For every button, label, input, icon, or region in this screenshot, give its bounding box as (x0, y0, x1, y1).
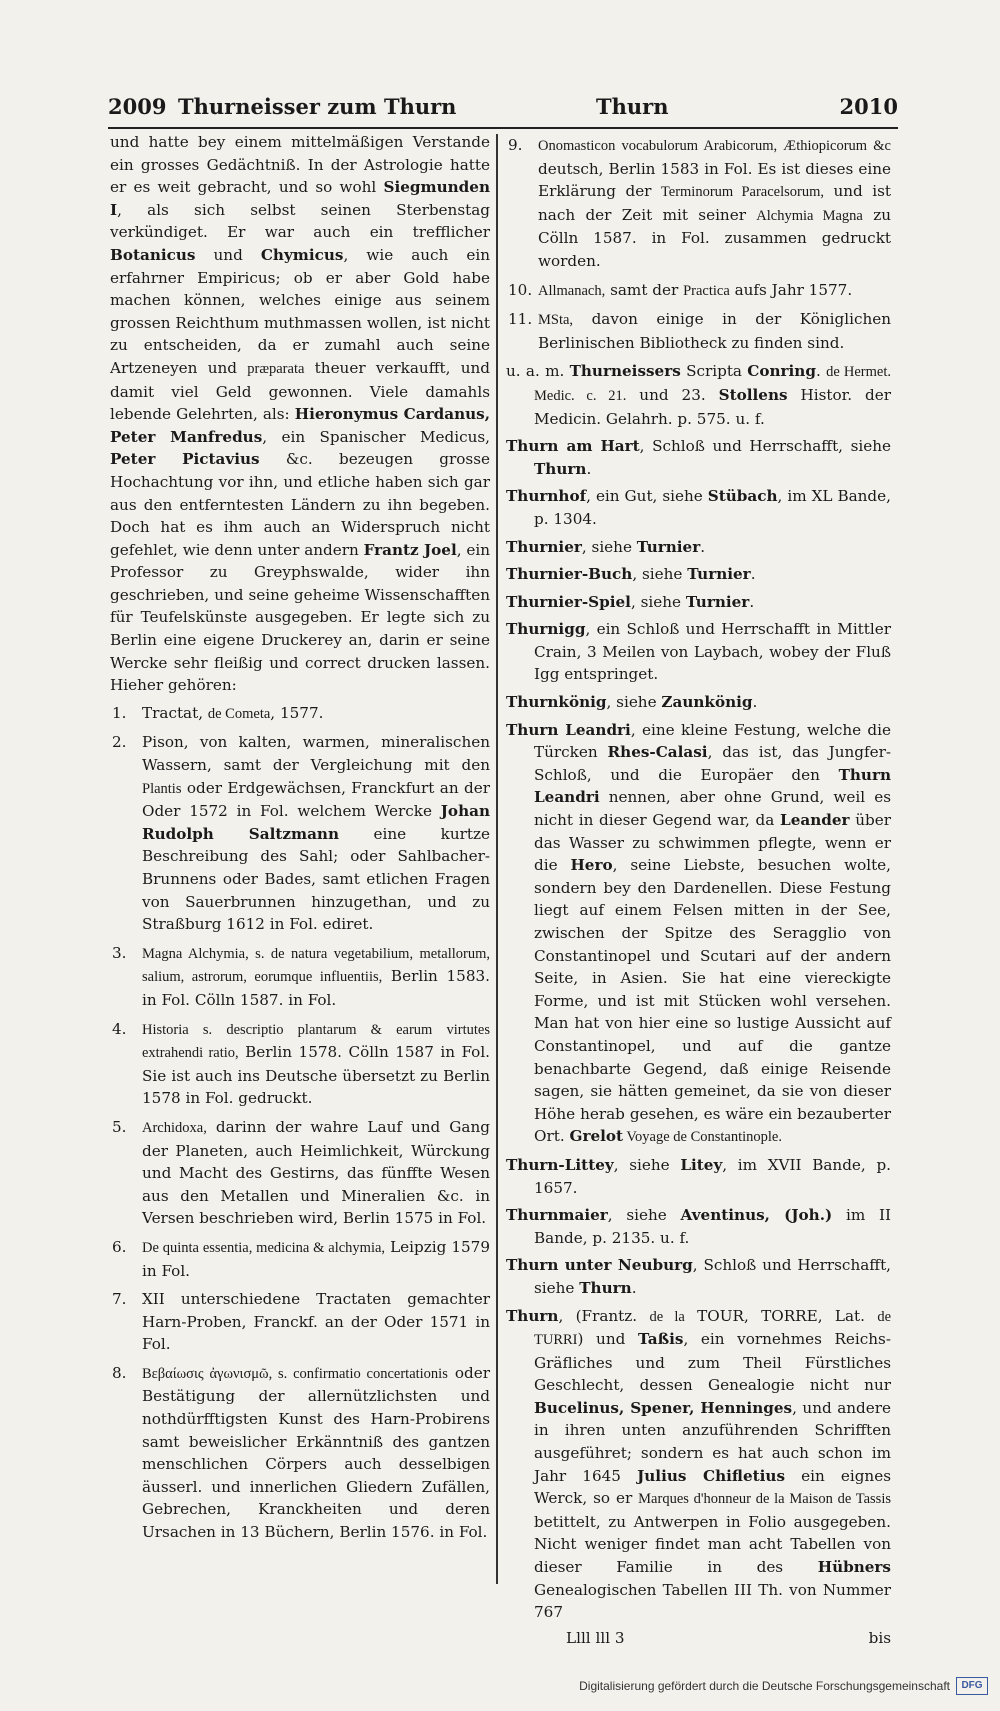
text-run: und 23. (626, 385, 719, 404)
lexicon-entry (506, 1305, 891, 1624)
text-run: ) und (577, 1330, 638, 1349)
latin-text: Practica (683, 282, 730, 299)
item-text (538, 279, 891, 303)
text-run: , seine Liebste, besuchen wolte, sondern bey den Dardenellen. Diese Festung liegt auf einem Felsen mitten in der See, zwischen der Spitze des Seragglio von Constantinopel und Scutari auf der andern Seite, in Asien. Sie hat eine viereckigte Forme, und ist mit Stücken wohl versehen. Man hat von hier eine so lustige Aussicht auf Constantinopel, und auf die gantze benachbarte Gegend, daß einige Reisende sagen, sie hätten gemeinet, da sie von dieser Höhe herab gesehen, es wäre ein bezauberter Ort. (534, 856, 891, 1146)
text-run: ein eignes Werck, so er (534, 1466, 891, 1508)
bold-term: Thurn unter Neuburg (506, 1256, 693, 1275)
text-run: , eine kleine Festung, welche die Türcken (534, 720, 891, 762)
bold-term: Conring (747, 362, 816, 381)
text-run: XII unterschiedene Tractaten gemachter Harn-Proben, Franckf. an der Oder 1571 in Fol. (142, 1290, 490, 1354)
item-text (538, 308, 891, 354)
text-run: darinn der wahre Lauf und Gang der Planeten, auch Heimlichkeit, Würckung und Macht des Gestirns, das fünffte Wesen aus den Metallen und Mineralien &c. in Versen beschrieben wird, Berlin 1575 in Fol. (142, 1117, 490, 1228)
text-run: Tractat, (142, 703, 208, 722)
bold-term: Thurnigg (506, 620, 586, 639)
text-run: im II Bande, p. 2135. u. f. (534, 1206, 891, 1247)
item-number: 4. (112, 1019, 127, 1038)
bold-term: Stübach (707, 487, 778, 506)
text-run: , Schloß und Herrschafft, siehe (534, 1256, 891, 1297)
item-number: 6. (112, 1237, 127, 1256)
text-run: , (Frantz. (558, 1306, 650, 1325)
text-run: und hatte bey einem mittelmäßigen Verstande ein grosses Gedächtniß. In der Astrologie hatte er es weit gebracht, und so wohl (110, 133, 490, 197)
bold-term: Thurnier-Spiel (506, 592, 631, 611)
bold-term: Botanicus (110, 245, 196, 264)
text-run: Leipzig 1579 in Fol. (142, 1237, 490, 1280)
text-run: theuer verkaufft, und damit viel Geld gewonnen. Viele damahls lebende Gelehrten, als: (110, 358, 490, 424)
bold-term: Stollens (718, 385, 788, 404)
text-run: Berlin 1578. Cölln 1587 in Fol. Sie ist auch ins Deutsche übersetzt zu Berlin 1578 in Fol. gedruckt. (142, 1043, 491, 1108)
text-run: , ein Gut, siehe (586, 487, 708, 506)
text-run: , siehe (613, 1155, 681, 1174)
item-number: 2. (112, 733, 127, 752)
digitization-credit (579, 1677, 988, 1695)
lexicon-entry (506, 536, 891, 559)
header-rule (108, 127, 898, 129)
text-run: , ein Schloß und Herrschafft in Mittler Crain, 3 Meilen von Laybach, wobey der Fluß Igg entspringet. (534, 620, 891, 684)
bold-term: Zaunkönig (661, 693, 753, 712)
latin-text: Βεβαίωσις ἀγωνισμῶ, s. confirmatio concertationis (142, 1365, 448, 1382)
item-number: 7. (112, 1290, 127, 1309)
text-run: , ein vornehmes Reichs-Gräfliches und zum Theil Fürstliches Geschlecht, dessen Genealogie nicht nur (534, 1330, 891, 1395)
item-text (142, 1362, 490, 1544)
left-column (110, 131, 490, 1550)
page-foot (506, 1627, 891, 1650)
list-item (110, 1236, 490, 1282)
dfg-logo-icon: DFG (956, 1677, 988, 1695)
text-run: , Schloß und Herrschafft, siehe (639, 437, 891, 456)
text-run: eine kurtze Beschreibung des Sahl; oder Sahlbacher-Brunnens oder Bades, samt etlichen Fragen von Sauerbrunnen hinzugethan, und zu Straßburg 1612 in Fol. ediret. (142, 824, 490, 934)
text-run: deutsch, Berlin 1583 in Fol. Es ist dieses eine Erklärung der (538, 159, 891, 201)
text-run: TOUR, TORRE, Lat. (684, 1306, 878, 1325)
bold-term: Siegmunden I (110, 178, 490, 219)
text-run: , und andere in ihren unten anzuführenden Schrifften ausgeführet; sondern es hat auch schon im Jahr 1645 (534, 1398, 891, 1485)
lexicon-entry (506, 1254, 891, 1299)
item-number: 10. (508, 280, 533, 299)
bold-term: Turnier (687, 565, 751, 584)
bold-term: Taßis (637, 1330, 684, 1349)
text-run: . (750, 565, 756, 584)
text-run: , im XL Bande, p. 1304. (534, 487, 891, 528)
item-text (142, 1288, 490, 1356)
list-item (110, 702, 490, 726)
item-text (142, 942, 490, 1012)
list-item (110, 942, 490, 1012)
lexicon-entry (506, 1154, 891, 1199)
text-run: . (700, 537, 706, 556)
text-run: , siehe (607, 1206, 681, 1225)
bold-term: Frantz Joel (363, 540, 457, 559)
text-run: nennen, aber ohne Grund, weil es nicht in dieser Gegend war, da (534, 788, 891, 830)
text-run: davon einige in der Königlichen Berlinischen Bibliotheck zu finden sind. (538, 310, 891, 352)
latin-text: præparata (247, 360, 305, 377)
bold-term: Peter Pictavius (110, 450, 260, 469)
text-run: aufs Jahr 1577. (729, 280, 853, 299)
bold-term: Hieronymus Cardanus, Peter Manfredus (110, 405, 490, 446)
list-item (110, 1362, 490, 1544)
text-run: , das ist, das Jungfer-Schloß, und die Europäer den (534, 743, 891, 784)
text-run: . (631, 1278, 637, 1297)
bold-term: Thurn-Littey (506, 1155, 614, 1174)
signature-mark: Llll lll 3 (566, 1628, 625, 1647)
lexicon-entry (506, 1204, 891, 1249)
list-item (506, 308, 891, 354)
text-run: . (752, 693, 758, 712)
right-column (506, 131, 891, 1649)
latin-text: Onomasticon vocabulorum Arabicorum, Æthiopicorum &c (538, 138, 891, 154)
text-run: , siehe (581, 537, 637, 556)
lexicon-entry (506, 719, 891, 1149)
bold-term: Chymicus (260, 245, 344, 264)
bold-term: Thurnier-Buch (506, 565, 633, 584)
running-title-right: Thurn (596, 94, 669, 119)
bold-term: Thurn (506, 1306, 559, 1325)
item-number: 8. (112, 1363, 127, 1382)
item-number: 5. (112, 1117, 127, 1136)
column-divider (496, 134, 498, 1584)
bold-term: Leander (780, 811, 850, 830)
lexicon-entry (506, 563, 891, 586)
item-text (142, 1236, 490, 1282)
page-number-left: 2009 (108, 94, 167, 119)
item-number: 3. (112, 943, 127, 962)
bold-term: Thurnier (506, 537, 582, 556)
text-run: , siehe (630, 592, 686, 611)
latin-text: MSta, (538, 312, 574, 329)
lexicon-entry (506, 435, 891, 480)
item-number: 9. (508, 136, 523, 154)
text-run: Genealogischen Tabellen III Th. von Nummer 767 (534, 1580, 891, 1622)
list-item (110, 1018, 490, 1110)
latin-text: Historia s. descriptio plantarum & earum virtutes extrahendi ratio, (142, 1021, 490, 1062)
list-item (110, 731, 490, 935)
bold-term: Thurn Leandri (506, 720, 631, 739)
list-item (110, 1116, 490, 1230)
text-run: Pison, von kalten, warmen, mineralischen Wassern, samt der Vergleichung mit den (142, 733, 490, 775)
works-list-right (506, 134, 891, 354)
lexicon-entry (506, 691, 891, 714)
list-item (110, 1288, 490, 1356)
text-run: samt der (605, 280, 684, 299)
bold-term: Grelot (569, 1127, 624, 1146)
text-run: , siehe (606, 693, 662, 712)
latin-text: Terminorum Paracelsorum, (660, 184, 825, 201)
latin-text: Voyage de Constantinople. (623, 1129, 782, 1146)
text-run: oder Erdgewächsen, Franckfurt an der Oder 1572 in Fol. welchem Wercke (142, 778, 490, 821)
bold-term: Thurnhof (506, 487, 587, 506)
lexicon-entry (506, 485, 891, 530)
bold-term: Thurn (579, 1278, 632, 1297)
text-run: Berlin 1583. in Fol. Cölln 1587. in Fol. (142, 967, 490, 1009)
text-run: . (815, 362, 827, 381)
credit-text: Digitalisierung gefördert durch die Deutsche Forschungsgemeinschaft (579, 1679, 950, 1693)
catchword: bis (868, 1628, 891, 1647)
text-run: , als sich selbst seinen Sterbenstag verkündiget. Er war auch ein trefflicher (110, 200, 490, 242)
text-run: , ein Professor zu Greyphswalde, wider ihn geschrieben, und seine geheime Wissenschafften für Teufelskünste ausgegeben. Er legte sich zu Berlin eine eigene Druckerey an, darin er seine Wercke sehr fleißig und correct drucken lassen. Hieher gehören: (110, 540, 491, 695)
text-run: , wie auch ein erfahrner Empiricus; ob er aber Gold habe machen können, welches einige aus seinem grossen Reichthum muthmassen wollen, ist nicht zu entscheiden, da er zumahl auch seine Artzeneyen und (110, 245, 490, 377)
item-text (538, 134, 891, 273)
reference-paragraph (506, 360, 891, 430)
latin-text: Allmanach, (538, 282, 606, 299)
latin-text: Archidoxa, (142, 1119, 207, 1136)
text-run: , ein Spanischer Medicus, (262, 427, 490, 446)
latin-text: de la (649, 1308, 685, 1325)
bold-term: Thurneissers (569, 362, 681, 381)
bold-term: Litey (680, 1155, 723, 1174)
bold-term: Aventinus, (Joh.) (680, 1206, 833, 1225)
list-item (506, 134, 891, 273)
lexicon-entry (506, 591, 891, 614)
item-text (142, 1018, 490, 1110)
bold-term: Rhes-Calasi (607, 743, 708, 762)
latin-text: de Hermet. Medic. c. 21. (534, 364, 891, 404)
bold-term: Julius Chifletius (637, 1466, 785, 1485)
item-number: 1. (112, 703, 127, 722)
works-list-left (110, 702, 490, 1544)
bold-term: Thurnmaier (506, 1206, 608, 1225)
text-run: , 1577. (270, 703, 324, 722)
running-title-left: Thurneisser zum Thurn (178, 94, 457, 119)
text-run: über das Wasser zu schwimmen pflegte, wenn er die (534, 811, 891, 875)
text-run: Scripta (680, 362, 748, 381)
latin-text: de Cometa (207, 705, 271, 722)
latin-text: Magna Alchymia, s. de natura vegetabilium, metallorum, salium, astrorum, eorumque influentiis, (142, 945, 490, 986)
lexicon-entry (506, 618, 891, 686)
item-text (142, 702, 490, 726)
text-run: . (586, 459, 592, 478)
text-run: oder Bestätigung der allernützlichsten und nothdürfftigsten Kunst des Harn-Probirens samt beweislicher Erkänntniß des gantzen menschlichen Cörpers auch desselbigen äusserl. und innerlichen Gliedern Zufällen, Gebrechen, Kranckheiten und deren Ursachen in 13 Büchern, Berlin 1576. in Fol. (142, 1363, 490, 1542)
text-run: u. a. m. (506, 362, 570, 381)
bold-term: Thurn (534, 459, 587, 478)
bold-term: Thurnkönig (506, 693, 607, 712)
bold-term: Turnier (685, 592, 750, 611)
bold-term: Thurn am Hart (506, 437, 640, 456)
text-run: zu Cölln 1587. in Fol. zusammen gedruckt worden. (538, 205, 891, 270)
bold-term: Bucelinus, Spener, Henninges (534, 1398, 793, 1417)
running-header (108, 92, 898, 126)
intro-paragraph (110, 131, 490, 697)
text-run: betittelt, zu Antwerpen in Folio ausgegeben. Nicht weniger findet man acht Tabellen von dieser Familie in des (534, 1512, 891, 1577)
item-text (142, 731, 490, 935)
item-number: 11. (508, 310, 533, 329)
latin-text: Alchymia Magna (756, 207, 863, 224)
list-item (506, 279, 891, 303)
bold-term: Hübners (817, 1558, 891, 1577)
text-run: und ist nach der Zeit mit seiner (538, 182, 891, 224)
text-run: , siehe (632, 565, 688, 584)
text-run: und (195, 245, 261, 264)
page-number-right: 2010 (839, 94, 898, 119)
latin-text: Marques d'honneur de la Maison de Tassis (638, 1491, 891, 1508)
bold-term: Thurn Leandri (534, 765, 891, 807)
latin-text: De quinta essentia, medicina & alchymia, (142, 1239, 386, 1256)
latin-text: de TURRI (534, 1308, 891, 1349)
bold-term: Turnier (636, 537, 701, 556)
text-run: &c. bezeugen grosse Hochachtung vor ihn, und etliche haben sich gar aus den entferntesten Ländern zu ihn begeben. Doch hat es ihm auch an Widerspruch nicht gefehlet, wie denn unter andern (110, 450, 490, 559)
text-run: . (749, 592, 755, 611)
bold-term: Johan Rudolph Saltzmann (142, 802, 490, 843)
text-run: , im XVII Bande, p. 1657. (534, 1155, 891, 1197)
entries-list (506, 435, 891, 1624)
latin-text: Plantis (142, 780, 182, 797)
item-text (142, 1116, 490, 1230)
bold-term: Hero (570, 856, 613, 875)
text-run: Histor. der Medicin. Gelahrh. p. 575. u. f. (534, 385, 892, 428)
